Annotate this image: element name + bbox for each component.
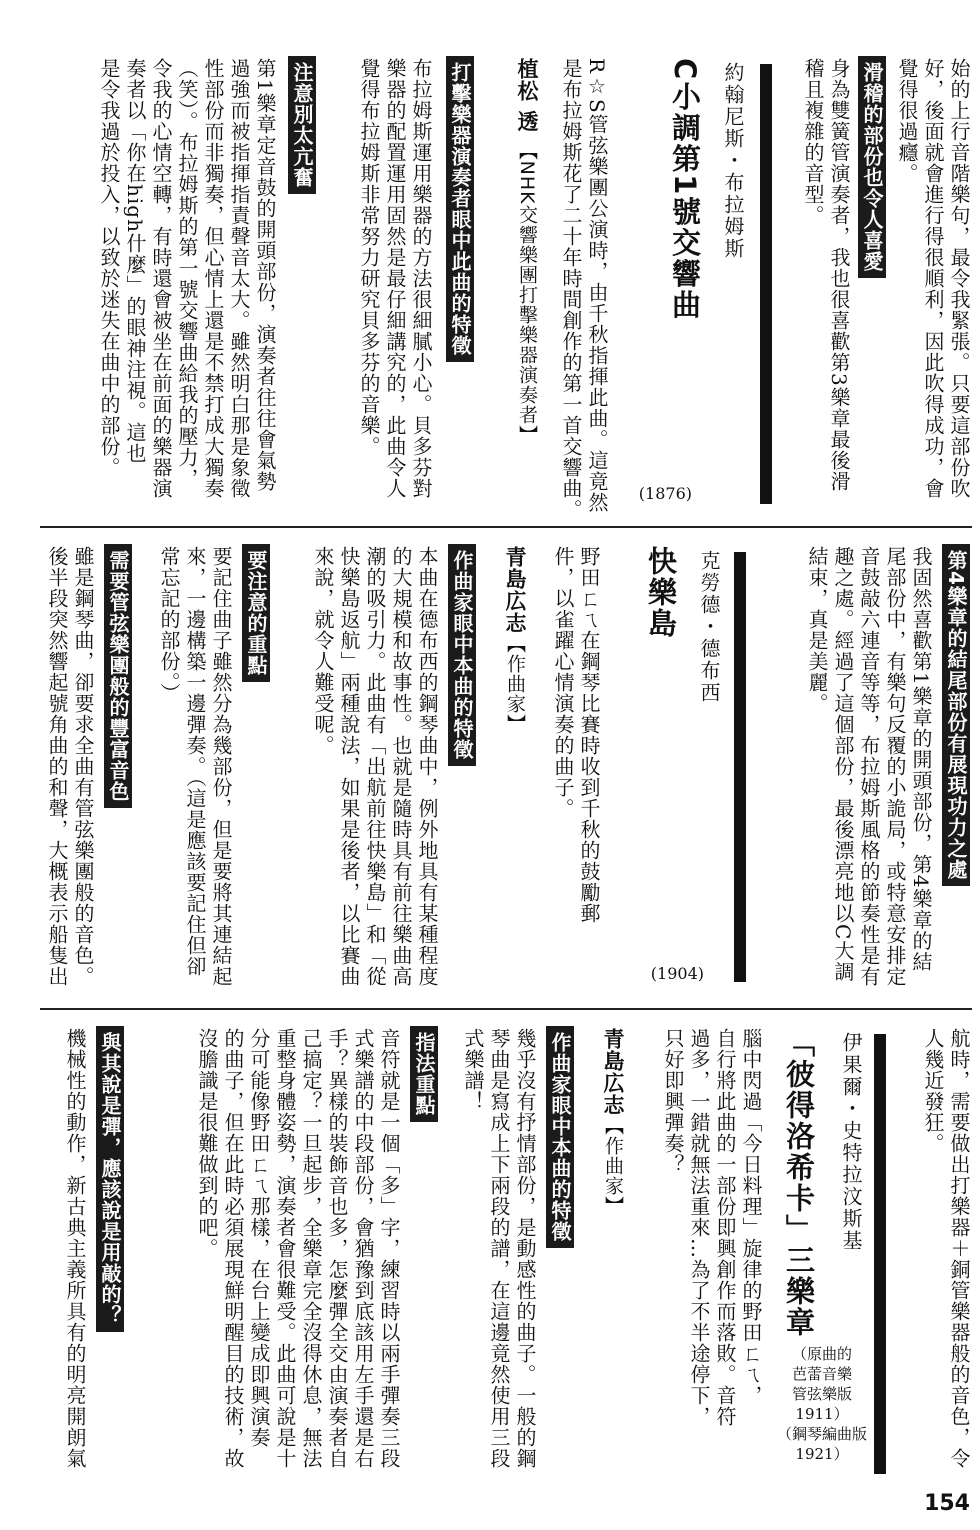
paragraph-strike: 機械性的動作，新古典主義所具有的明亮開朗氣 xyxy=(63,1028,87,1469)
section-divider xyxy=(40,526,972,528)
composer-name: 伊果爾・史特拉汶斯基 xyxy=(839,1032,863,1252)
page-number: 154 xyxy=(924,1491,970,1516)
paragraph-timpani: 第1樂章定音鼓的開頭部份，演奏者往往會氣勢 過強而被指揮指責聲音太大。雖然明白那是象徵 性部份而非獨奏，但心情上還是不禁打成大獨奏 （笑）。布拉姆斯的第一號交響曲給我的壓力， 令我的心情空轉，有時還會被坐在前面的樂器演 奏者以「你在high什麼」的眼神注視。這也 是令我過於投入，以致於迷失在曲中的部份。 xyxy=(97,58,277,499)
paragraph-finale: 我固然喜歡第1樂章的開頭部份，第4樂章的結 尾部份中，有樂句反覆的小詭局，或特意安排定 音鼓敲六連音等等，布拉姆斯風格的節奏性是有 趣之處。經過了這個部份，最後漂亮地以C大調 結束，真是美麗。 xyxy=(805,546,933,987)
section-stravinsky xyxy=(40,1022,972,1492)
piece-title: C小調第1號交響曲 xyxy=(668,58,702,321)
section-debussy xyxy=(40,540,972,995)
heading-fingering: 指法重點 xyxy=(410,1026,438,1122)
title-rule xyxy=(874,1034,886,1474)
paragraph-intro: 野田ㄈㄟ在鋼琴比賽時收到千秋的鼓勵郵 件，以雀躍心情演奏的曲子。 xyxy=(551,546,601,924)
heading-timpani: 注意別太亢奮 xyxy=(288,56,316,194)
heading-composer-view: 作曲家眼中本曲的特徵 xyxy=(448,544,476,766)
title-rule xyxy=(760,64,772,504)
heading-key-points: 要注意的重點 xyxy=(242,544,270,682)
paragraph-continued: 始的上行音階樂句，最令我緊張。只要這部份吹 好，後面就會進行得很順利，因此吹得成功，會 覺得很過癮。 xyxy=(895,58,971,499)
composition-year: (1876) xyxy=(638,484,692,503)
heading-orchestral-color: 需要管弦樂團般的豐富音色 xyxy=(104,544,132,808)
paragraph-orchestral-color: 雖是鋼琴曲，卻要求全曲有管弦樂團般的音色。 後半段突然響起號角曲的和聲，大概表示船隻出 xyxy=(45,546,95,987)
commentator: 青島広志【作曲家】 xyxy=(601,1028,625,1216)
commentator: 植松 透 【NHK交響樂團打擊樂器演奏者】 xyxy=(515,58,539,445)
title-rule xyxy=(734,552,746,982)
paragraph-key-points: 要記住曲子雖然分為幾部份，但是要將其連結起 來，一邊構築一邊彈奏。（這是應該要記住但卻 常忘記的部份。） xyxy=(157,546,233,987)
paragraph-composer-view: 幾乎沒有抒情部份，是動感性的曲子。一般的鋼 琴曲是寫成上下兩段的譜，在這邊竟然使用三段 式樂譜！ xyxy=(461,1028,537,1469)
heading-fun-part: 滑稽的部份也令人喜愛 xyxy=(858,56,886,278)
commentator: 青島広志【作曲家】 xyxy=(503,546,527,734)
piece-title: 「彼得洛希卡」三樂章 xyxy=(782,1028,816,1338)
heading-finale: 第4樂章的結尾部份有展現功力之處 xyxy=(942,544,970,886)
composer-name: 約翰尼斯・布拉姆斯 xyxy=(721,62,745,260)
paragraph-fun-part: 身為雙簧管演奏者，我也很喜歡第3樂章最後滑 稽且複雜的音型。 xyxy=(801,58,851,492)
paragraph-composer-view: 本曲在德布西的鋼琴曲中，例外地具有某種程度 的大規模和故事性。也就是隨時具有前往樂曲高 潮的吸引力。此曲有「出航前往快樂島」和「從 快樂島返航」兩種說法，如果是後者，以比賽曲 來說，就令人難受呢。 xyxy=(311,546,439,987)
piece-title: 快樂島 xyxy=(644,546,678,639)
paragraph-percussion: 布拉姆斯運用樂器的方法很細膩小心。貝多芬對 樂器的配置運用固然是最仔細講究的，此曲令人 覺得布拉姆斯非常努力研究貝多芬的音樂。 xyxy=(357,58,433,499)
paragraph-continued: 航時，需要做出打樂器＋銅管樂器般的音色，令 人幾近發狂。 xyxy=(921,1028,971,1469)
paragraph-intro: R☆S管弦樂團公演時，由千秋指揮此曲。這竟然 是布拉姆斯花了二十年時間創作的第一首交響曲。 xyxy=(559,58,609,520)
heading-composer-view: 作曲家眼中本曲的特徵 xyxy=(546,1026,574,1248)
section-brahms xyxy=(40,52,972,520)
heading-percussion: 打擊樂器演奏者眼中此曲的特徵 xyxy=(446,56,474,362)
heading-strike: 與其說是彈，應該說是用敲的？ xyxy=(96,1026,124,1332)
composition-year: (1904) xyxy=(650,964,704,983)
paragraph-fingering: 音符就是一個「多」字，練習時以兩手彈奏三段 式樂譜的中段部份，會猶豫到底該用左手還是右 手？異樣的裝飾音也多，怎麼彈全交由演奏者自 己搞定？一旦起步，全樂章完全沒得休息，無法 重整身體姿勢，演奏者會很難受。此曲可說是十 分可能像野田ㄈㄟ那樣，在台上變成即興演奏 的曲子，但在此時必須展現鮮明醒目的技術，故 沒膽識是很難做到的吧。 xyxy=(195,1028,401,1469)
section-divider xyxy=(40,1008,972,1010)
paragraph-intro: 腦中閃過「今日料理」旋律的野田ㄈㄟ， 自行將此曲的一部份即興創作而落敗。音符 過多，一錯就無法重來…為了不半途停下， 只好即興彈奏？ xyxy=(661,1028,763,1427)
edition-note: （原曲的 芭蕾音樂 管弦樂版 1911） （鋼琴編曲版 1921） xyxy=(776,1345,867,1463)
composer-name: 克勞德・德布西 xyxy=(697,550,721,704)
